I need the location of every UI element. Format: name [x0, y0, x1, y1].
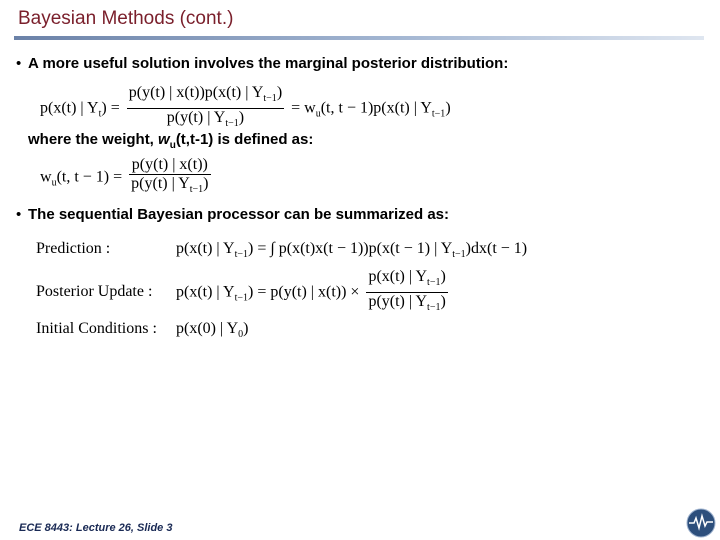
update-equation: [36, 268, 451, 317]
bullet-dot: •: [16, 206, 22, 223]
update-fraction: $\frac{p(x(t) | Y_{t-1})}{p(y(t) | Y_{t-1})}$: [368, 268, 446, 314]
weight-prefix: where the weight,: [28, 131, 159, 148]
marginal-equation: p(x(t) | $Y_t$) = $\frac{p(y(t) | x(t))p(x(t) | Y_{t-1})}{p(y(t) | Y_{t-1})}$ = $w_u(t$, t − 1)p(x(t) | $Y_{t-1}$): [40, 84, 451, 133]
weight-lhs2: (t, t − 1) =: [56, 168, 123, 186]
initial-expr-sub: 0: [238, 329, 244, 341]
marginal-denominator-sub: t−1: [225, 118, 239, 130]
weight-definition-text: [28, 131, 313, 151]
update-denominator-sub: t−1: [427, 302, 441, 314]
update-expr1: p(x(t) | Y: [176, 283, 235, 301]
bullet-marginal: [16, 55, 508, 72]
globe-logo-icon: [686, 508, 716, 538]
prediction-equation: [36, 240, 527, 260]
update-numerator-sub: t−1: [427, 277, 441, 289]
initial-equation: Initial Conditions : p(x(0) | $Y_0$): [36, 320, 249, 341]
marginal-rhs2-sub: t−1: [431, 108, 446, 120]
update-expr2: ) = p(y(t) | x(t)) ×: [248, 283, 360, 301]
prediction-expr1-sub: t−1: [234, 249, 249, 261]
marginal-rhs-sub: u: [315, 108, 321, 120]
prediction-label: Prediction :: [36, 240, 111, 257]
update-numerator: p(x(t) | Y: [368, 268, 428, 285]
slide-title: Bayesian Methods (cont.): [18, 8, 234, 29]
update-label: Posterior Update :: [36, 283, 153, 301]
marginal-lhs-sub: t: [98, 108, 102, 120]
bullet-sequential-text: The sequential Bayesian processor can be summarized as:: [28, 206, 449, 223]
bullet-sequential: [16, 206, 449, 223]
prediction-expr2: ) = ∫ p(x(t)x(t − 1))p(x(t − 1) | Y: [248, 240, 453, 257]
weight-subscript: u: [169, 140, 176, 151]
weight-denominator: p(y(t) | Y: [131, 175, 190, 192]
initial-expr: p(x(0) | Y: [176, 320, 239, 337]
update-expr1-sub: t−1: [234, 292, 249, 304]
weight-lhs: w: [40, 168, 52, 186]
marginal-fraction: $\frac{p(y(t) | x(t))p(x(t) | Y_{t-1})}{p(y(t) | Y_{t-1})}$: [128, 84, 283, 130]
bullet-dot: •: [16, 55, 22, 72]
weight-fraction: $\frac{p(y(t) | x(t))}{p(y(t) | Y_{t-1})}$: [131, 156, 209, 196]
marginal-numerator: p(y(t) | x(t))p(x(t) | Y: [128, 84, 264, 101]
marginal-rhs: = w: [291, 99, 316, 117]
marginal-lhs: p(x(t) | Y: [40, 99, 99, 117]
initial-label: Initial Conditions :: [36, 320, 157, 337]
weight-args: (t,t-1): [175, 131, 214, 148]
prediction-expr2-sub: t−1: [452, 249, 466, 261]
weight-equation: [40, 156, 214, 199]
bullet-marginal-text: A more useful solution involves the marginal posterior distribution:: [28, 55, 509, 72]
slide-footer: ECE 8443: Lecture 26, Slide 3: [19, 522, 173, 534]
weight-numerator: p(y(t) | x(t)): [129, 156, 210, 175]
weight-lhs-sub: u: [51, 177, 57, 189]
weight-denominator-sub: t−1: [189, 184, 204, 196]
weight-symbol: w: [158, 131, 170, 148]
title-divider: [14, 36, 704, 40]
marginal-rhs2: (t, t − 1)p(x(t) | Y: [320, 99, 432, 117]
marginal-denominator: p(y(t) | Y: [166, 109, 226, 127]
update-denominator: p(y(t) | Y: [368, 293, 428, 311]
marginal-numerator-sub: t−1: [263, 93, 277, 105]
prediction-expr1: p(x(t) | Y: [176, 240, 235, 257]
prediction-expr3: )dx(t − 1): [465, 240, 528, 257]
weight-suffix: is defined as:: [213, 131, 314, 148]
